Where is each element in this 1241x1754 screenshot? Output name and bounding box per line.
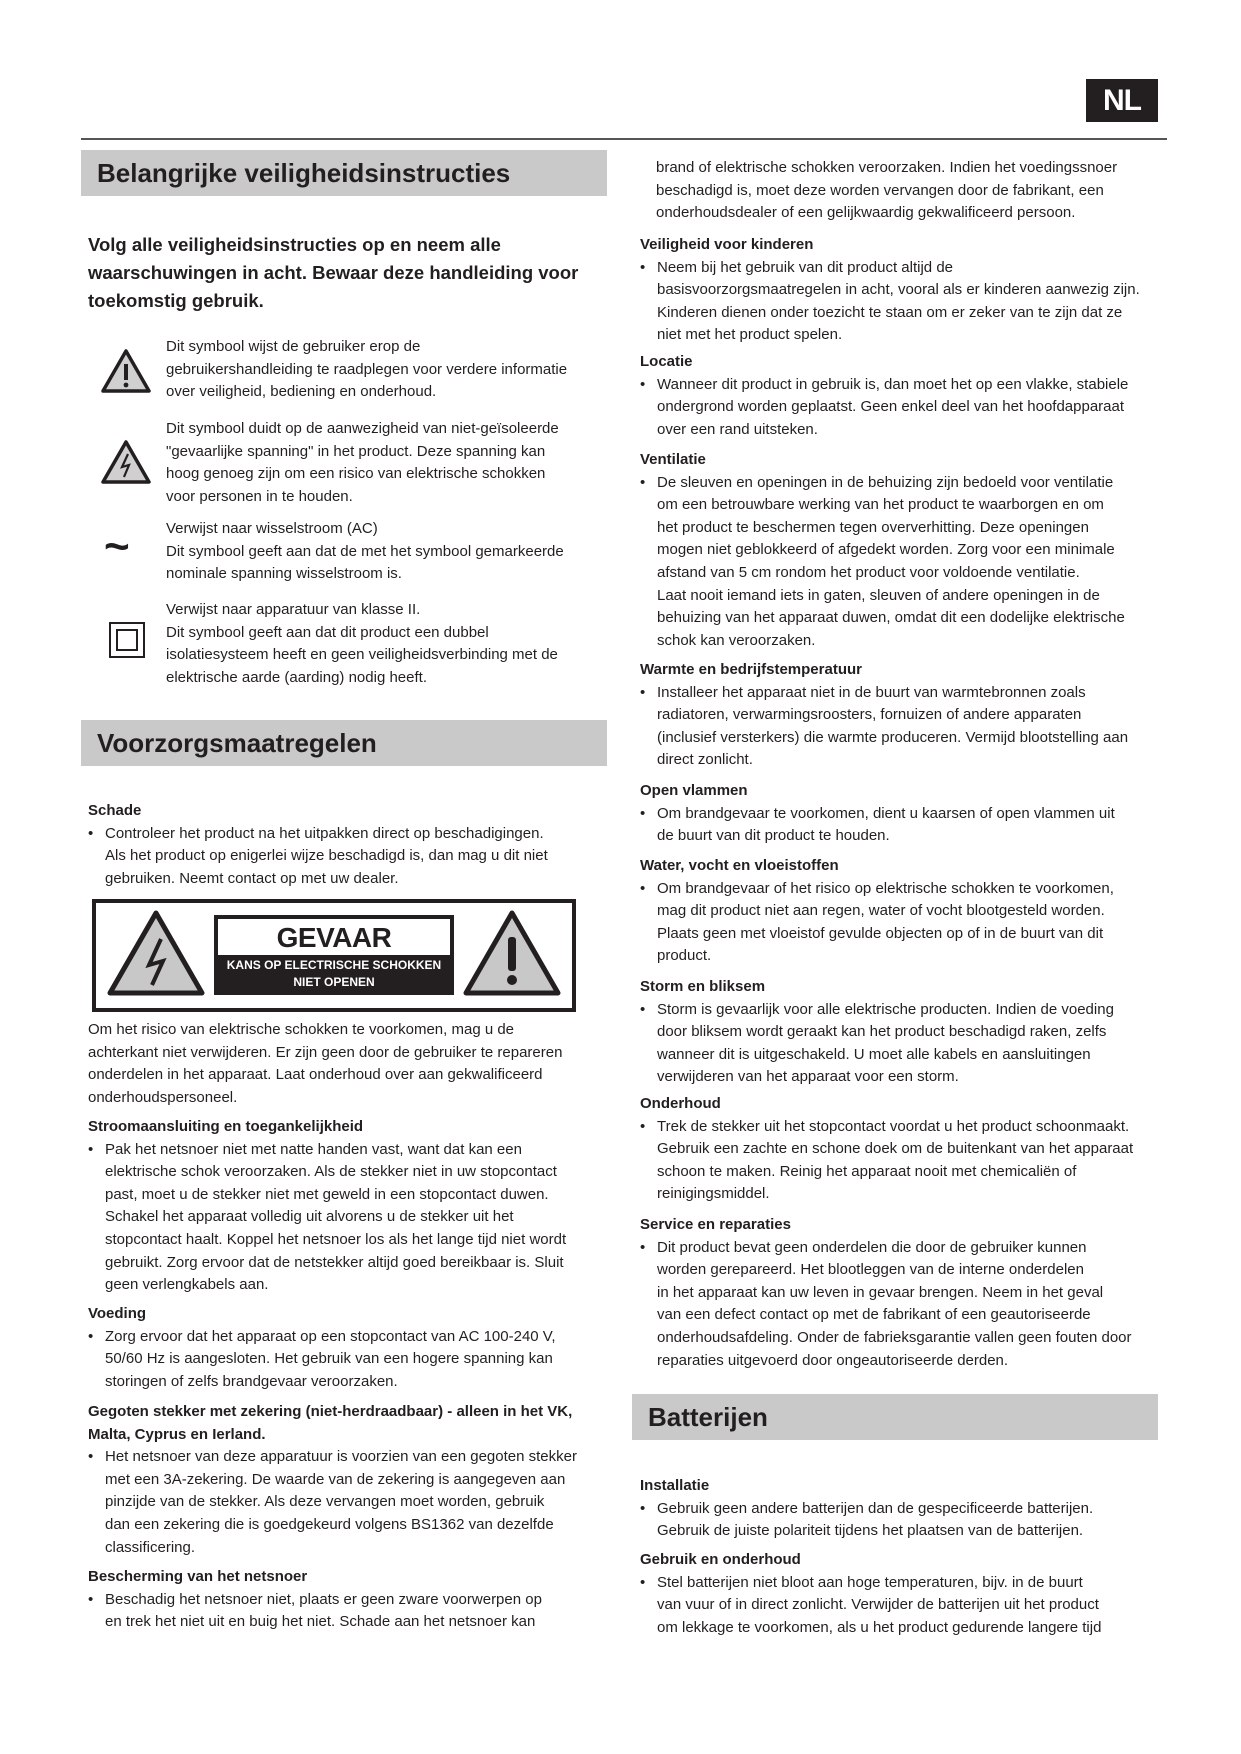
alternating-current-icon: ~: [104, 522, 130, 571]
subsection-storm: [640, 976, 1160, 1089]
subsection-gebruik: [640, 1549, 1160, 1639]
danger-title: GEVAAR: [218, 919, 450, 955]
high-voltage-triangle-icon: [106, 909, 206, 997]
subsection-installatie: [640, 1475, 1160, 1543]
bullet-item: • Neem bij het gebruik van dit product altijd de basisvoorzorgsmaatregelen in acht, vooral als er kinderen aanwezig zijn. Kinderen dienen onder toezicht te staan om er zeker van te zijn dat ze niet met het product spelen.: [640, 257, 1160, 347]
subsection-title: Voeding: [88, 1305, 147, 1322]
intro-text: Volg alle veiligheidsinstructies op en neem alle waarschuwingen in acht. Bewaar deze handleiding voor toekomstig gebruik.: [88, 234, 579, 311]
symbol-description: Dit symbool duidt op de aanwezigheid van niet-geïsoleerde "gevaarlijke spanning" in het product. Deze spanning kan hoog genoeg zijn om een risico van elektrische schokken voor personen in te houden.: [166, 420, 559, 505]
subsection-title: Locatie: [640, 353, 693, 370]
subsection-schade: [88, 800, 603, 890]
bullet-item: • Gebruik geen andere batterijen dan de gespecificeerde batterijen. Gebruik de juiste polariteit tijdens het plaatsen van de batterijen.: [640, 1498, 1160, 1543]
subsection-service: [640, 1214, 1165, 1372]
subsection-title: Onderhoud: [640, 1095, 721, 1112]
bullet-item: • Wanneer dit product in gebruik is, dan moet het op een vlakke, stabiele ondergrond worden geplaatst. Geen enkel deel van het hoofdapparaat over een rand uitsteken.: [640, 374, 1160, 442]
danger-subtitle-2: NIET OPENEN: [293, 975, 375, 989]
continued-text: brand of elektrische schokken veroorzaken. Indien het voedingssnoer beschadigd is, moet deze worden vervangen door de fabrikant, een onderhoudsdealer of een gelijkwaardig gekwalificeerd persoon.: [656, 159, 1118, 222]
subsection-onderhoud: [640, 1093, 1160, 1206]
language-badge: NL: [1086, 79, 1158, 122]
bullet-item: • Beschadig het netsnoer niet, plaats er geen zware voorwerpen op en trek het niet uit en buig het niet. Schade aan het netsnoer kan: [88, 1589, 603, 1634]
warning-triangle-icon: [462, 909, 562, 997]
danger-subtitle-1: KANS OP ELECTRISCHE SCHOKKEN: [226, 958, 442, 972]
subsection-vlammen: [640, 780, 1160, 848]
bullet-item: • Installeer het apparaat niet in de buurt van warmtebronnen zoals radiatoren, verwarmingsroosters, fornuizen of andere apparaten (inclusief versterkers) die warmte produceren. Vermijd blootstelling aan direct zonlicht.: [640, 682, 1160, 772]
bullet-item: • Storm is gevaarlijk voor alle elektrische producten. Indien de voeding door bliksem wordt geraakt kan het product beschadigd raken, zelfs wanneer dit is uitgeschakeld. U moet alle kabels en aansluitingen verwijderen van het apparaat voor een storm.: [640, 999, 1160, 1089]
subsection-ventilatie: [640, 449, 1160, 652]
symbol-description: Verwijst naar wisselstroom (AC) Dit symbool geeft aan dat de met het symbool gemarkeerde nominale spanning wisselstroom is.: [166, 520, 564, 583]
bullet-item: • Om brandgevaar te voorkomen, dient u kaarsen of open vlammen uit de buurt van dit product te houden.: [640, 803, 1160, 848]
subsection-kinderen: [640, 234, 1160, 347]
subsection-title: Water, vocht en vloeistoffen: [640, 857, 839, 874]
class-ii-double-square-icon: [108, 621, 146, 659]
section-heading-safety: Belangrijke veiligheidsinstructies: [81, 150, 607, 196]
subsection-title: Service en reparaties: [640, 1216, 791, 1233]
header-divider: [81, 138, 1167, 140]
subsection-voeding: [88, 1303, 603, 1393]
subsection-title: Stroomaansluiting en toegankelijkheid: [88, 1118, 364, 1135]
bullet-item: • Om brandgevaar of het risico op elektrische schokken te voorkomen, mag dit product niet aan regen, water of vocht blootgesteld worden. Plaats geen met vloeistof gevulde objecten op of in de buurt van dit product.: [640, 878, 1160, 968]
subsection-warmte: [640, 659, 1160, 772]
subsection-title: Open vlammen: [640, 782, 748, 799]
bullet-item: • Stel batterijen niet bloot aan hoge temperaturen, bijv. in de buurt van vuur of in direct zonlicht. Verwijder de batterijen uit het product om lekkage te voorkomen, als u het product gedurende langere tijd: [640, 1572, 1160, 1640]
bullet-item: • Trek de stekker uit het stopcontact voordat u het product schoonmaakt. Gebruik een zachte en schone doek om de buitenkant van het apparaat schoon te maken. Reinig het apparaat nooit met chemicaliën of reinigingsmiddel.: [640, 1116, 1160, 1206]
warning-triangle-icon: [100, 348, 152, 394]
bullet-item: • Het netsnoer van deze apparatuur is voorzien van een gegoten stekker met een 3A-zekering. De waarde van de zekering is aangegeven aan pinzijde van de stekker. Als deze vervangen moet worden, gebruik dan een zekering die is goedgekeurd volgens BS1362 van dezelfde classificering.: [88, 1446, 608, 1559]
subsection-title: Storm en bliksem: [640, 978, 766, 995]
bullet-item: • Pak het netsnoer niet met natte handen vast, want dat kan een elektrische schok veroorzaken. Als de stekker niet in uw stopcontact past, moet u de stekker niet met geweld in een stopcontact duwen. Schakel het apparaat volledig uit alvorens u de stekker uit het stopcontact haalt. Koppel het netsnoer los als het lange tijd niet wordt gebruikt. Zorg ervoor dat de netstekker altijd goed bereikbaar is. Sluit geen verlengkabels aan.: [88, 1139, 603, 1297]
section-heading-precautions: Voorzorgsmaatregelen: [81, 720, 607, 766]
subsection-stroom: [88, 1116, 603, 1297]
symbol-description: Dit symbool wijst de gebruiker erop de gebruikershandleiding te raadplegen voor verdere informatie over veiligheid, bediening en onderhoud.: [166, 338, 568, 401]
bullet-item: • De sleuven en openingen in de behuizing zijn bedoeld voor ventilatie om een betrouwbare werking van het product te waarborgen en om het product te beschermen tegen oververhitting. Deze openingen mogen niet geblokkeerd of afgedekt worden. Zorg voor een minimale afstand van 5 cm rondom het product voor voldoende ventilatie. Laat nooit iemand iets in gaten, sleuven of andere openingen in de behuizing van het apparaat duwen, omdat dit een dodelijke elektrische schok kan veroorzaken.: [640, 472, 1160, 653]
subsection-title: Gebruik en onderhoud: [640, 1551, 801, 1568]
subsection-title: Gegoten stekker met zekering (niet-herdraadbaar) - alleen in het VK, Malta, Cyprus en Ierland.: [88, 1403, 573, 1443]
subsection-title: Ventilatie: [640, 451, 706, 468]
high-voltage-triangle-icon: [100, 439, 152, 485]
section-heading-batteries: Batterijen: [632, 1394, 1158, 1440]
bullet-item: • Dit product bevat geen onderdelen die door de gebruiker kunnen worden gerepareerd. Het blootleggen van de interne onderdelen in het apparaat kan uw leven in gevaar brengen. Neem in het geval van een defect contact op met de fabrikant of een geautoriseerde onderhoudsafdeling. Onder de fabrieksgarantie vallen geen fouten door reparaties uitgevoerd door ongeautoriseerde derden.: [640, 1237, 1165, 1373]
subsection-locatie: [640, 351, 1160, 441]
bullet-item: • Controleer het product na het uitpakken direct op beschadigingen. Als het product op enigerlei wijze beschadigd is, dan mag u dit niet gebruiken. Neemt contact op met uw dealer.: [88, 823, 603, 891]
subsection-title: Schade: [88, 802, 142, 819]
subsection-gegoten: [88, 1401, 608, 1559]
danger-warning-label: [92, 899, 576, 1012]
subsection-water: [640, 855, 1160, 968]
subsection-title: Installatie: [640, 1477, 710, 1494]
subsection-bescherming: [88, 1566, 603, 1634]
symbol-description: Verwijst naar apparatuur van klasse II. Dit symbool geeft aan dat dit product een dubbel isolatiesysteem heeft en geen veiligheidsverbinding met de elektrische aarde (aarding) nodig heeft.: [166, 601, 558, 686]
subsection-title: Bescherming van het netsnoer: [88, 1568, 308, 1585]
bullet-item: • Zorg ervoor dat het apparaat op een stopcontact van AC 100-240 V, 50/60 Hz is aangesloten. Het gebruik van een hogere spanning kan storingen of zelfs brandgevaar veroorzaken.: [88, 1326, 603, 1394]
subsection-title: Warmte en bedrijfstemperatuur: [640, 661, 862, 678]
danger-label-center: [214, 915, 454, 995]
subsection-title: Veiligheid voor kinderen: [640, 236, 814, 253]
warning-paragraph: Om het risico van elektrische schokken te voorkomen, mag u de achterkant niet verwijderen. Er zijn geen door de gebruiker te repareren onderdelen in het apparaat. Laat onderhoud over aan gekwalificeerd onderhoudspersoneel.: [88, 1021, 563, 1106]
